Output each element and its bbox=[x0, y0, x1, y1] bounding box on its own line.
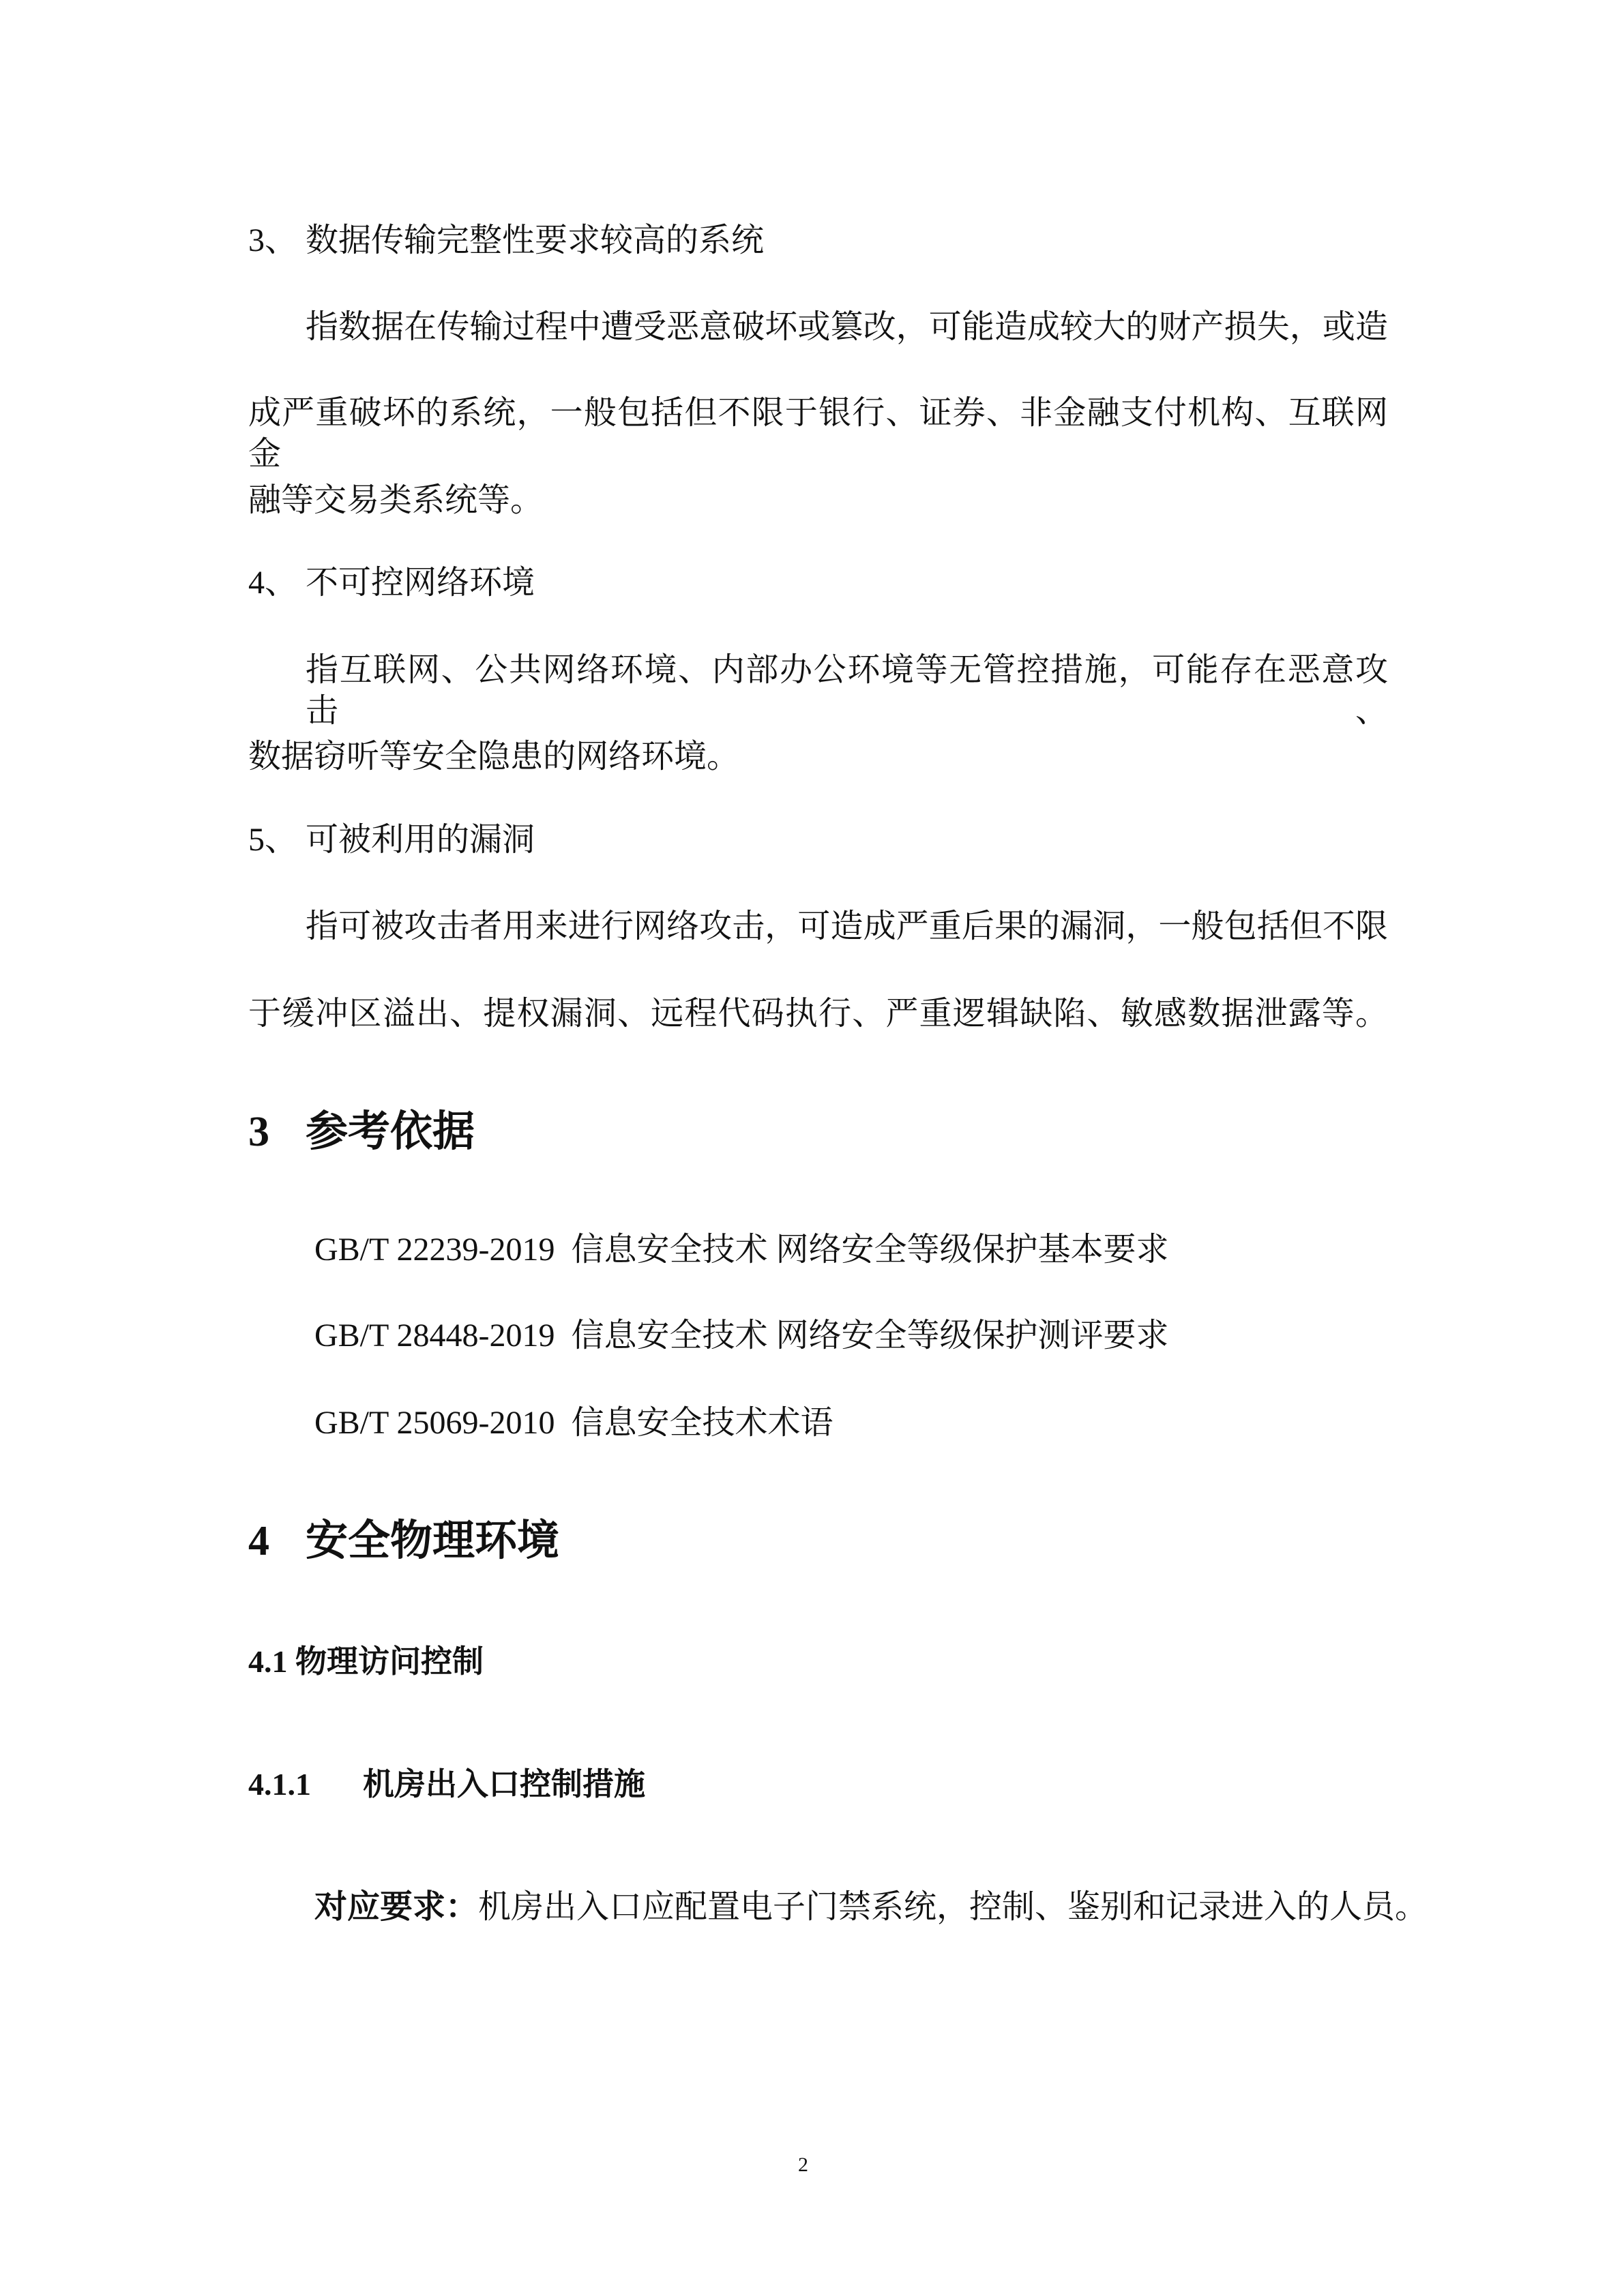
item-4-line-2: 数据窃听等安全隐患的网络环境。 bbox=[248, 739, 740, 775]
reference-3 bbox=[314, 1403, 833, 1444]
item-5-heading: 5、 可被利用的漏洞 bbox=[248, 822, 535, 858]
section-title: 安全物理环境 bbox=[306, 1518, 560, 1564]
reference-code: GB/T 22239-2019 bbox=[314, 1232, 555, 1268]
item-3-line-1: 指数据在传输过程中遭受恶意破坏或篡改，可能造成较大的财产损失，或造 bbox=[306, 309, 1388, 345]
reference-title: 信息安全技术 网络安全等级保护测评要求 bbox=[571, 1317, 1169, 1354]
section-number: 4 bbox=[248, 1518, 269, 1564]
subsection-title: 机房出入口控制措施 bbox=[363, 1767, 645, 1802]
reference-1 bbox=[314, 1229, 1168, 1270]
section-title: 参考依据 bbox=[306, 1109, 475, 1155]
item-3-heading: 3、 数据传输完整性要求较高的系统 bbox=[248, 222, 765, 258]
requirement-label: 对应要求： bbox=[314, 1889, 479, 1925]
subsection-number: 4.1 bbox=[248, 1644, 288, 1679]
reference-code: GB/T 28448-2019 bbox=[314, 1317, 555, 1354]
subsection-4-1-1-heading bbox=[248, 1764, 645, 1805]
subsection-4-1-heading bbox=[248, 1641, 484, 1682]
section-4-heading bbox=[248, 1515, 559, 1567]
page-number: 2 bbox=[798, 2153, 808, 2176]
item-4-line-1: 指互联网、公共网络环境、内部办公环境等无管控措施，可能存在恶意攻击、 bbox=[306, 652, 1388, 729]
item-4-heading: 4、 不可控网络环境 bbox=[248, 565, 535, 601]
item-3-line-3: 融等交易类系统等。 bbox=[248, 482, 544, 518]
reference-code: GB/T 25069-2010 bbox=[314, 1405, 555, 1441]
reference-title: 信息安全技术 网络安全等级保护基本要求 bbox=[571, 1232, 1169, 1268]
requirement-text: 机房出入口应配置电子门禁系统，控制、鉴别和记录进入的人员。 bbox=[478, 1889, 1428, 1925]
subsection-number: 4.1.1 bbox=[248, 1767, 311, 1802]
section-3-heading bbox=[248, 1106, 475, 1158]
reference-title: 信息安全技术术语 bbox=[571, 1405, 833, 1441]
section-number: 3 bbox=[248, 1109, 269, 1155]
item-3-line-2: 成严重破坏的系统，一般包括但不限于银行、证券、非金融支付机构、互联网金 bbox=[248, 395, 1388, 472]
subsection-title: 物理访问控制 bbox=[295, 1644, 484, 1679]
requirement bbox=[314, 1887, 1428, 1928]
item-5-line-2: 于缓冲区溢出、提权漏洞、远程代码执行、严重逻辑缺陷、敏感数据泄露等。 bbox=[248, 996, 1388, 1032]
item-5-line-1: 指可被攻击者用来进行网络攻击，可造成严重后果的漏洞，一般包括但不限 bbox=[306, 908, 1388, 944]
reference-2 bbox=[314, 1315, 1168, 1356]
